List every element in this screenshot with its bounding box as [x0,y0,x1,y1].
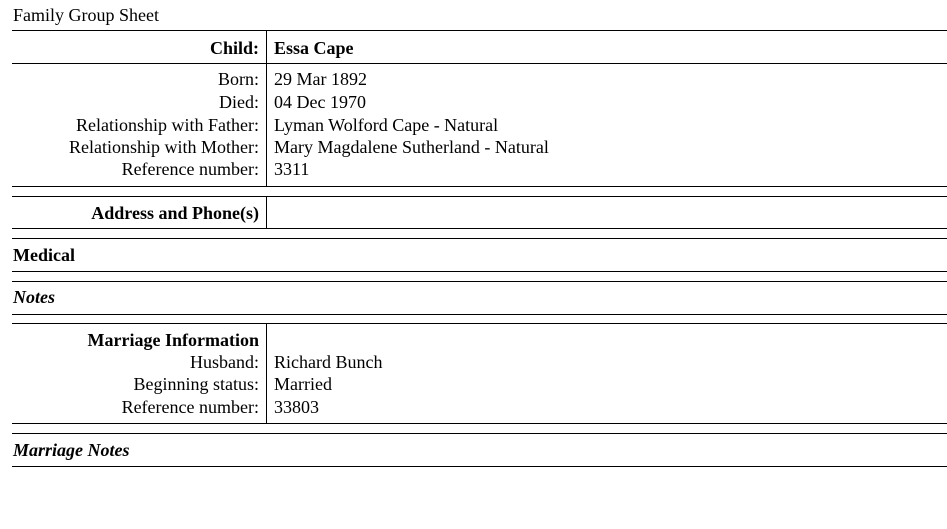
child-header-border [12,63,947,64]
address-top-border [12,196,947,197]
husband-label: Husband: [190,352,259,372]
husband-value: Richard Bunch [274,352,383,372]
marriage-top-border [12,323,947,324]
father-relationship-label: Relationship with Father: [76,115,259,135]
mother-relationship-value: Mary Magdalene Sutherland - Natural [274,137,549,157]
facts-bottom-border [12,186,947,187]
child-label: Child: [209,38,259,58]
beginning-status-label: Beginning status: [133,374,259,394]
marriage-notes-top-border [12,433,947,434]
died-label: Died: [219,92,259,112]
father-relationship-value: Lyman Wolford Cape - Natural [274,115,499,135]
marriage-column-divider [266,323,267,423]
born-label: Born: [217,69,259,89]
notes-bottom-border [12,314,947,315]
beginning-status-value: Married [274,374,332,394]
notes-heading: Notes [13,287,55,307]
medical-heading: Medical [13,245,75,265]
address-bottom-border [12,228,947,229]
marriage-heading: Marriage Information [87,330,259,350]
sheet-title: Family Group Sheet [13,5,159,25]
child-top-border [12,30,947,31]
child-reference-label: Reference number: [121,159,259,179]
medical-top-border [12,238,947,239]
facts-column-divider [266,63,267,186]
mother-relationship-label: Relationship with Mother: [69,137,259,157]
child-name: Essa Cape [274,38,354,58]
marriage-reference-value: 33803 [274,397,319,417]
died-value: 04 Dec 1970 [274,92,366,112]
marriage-notes-bottom-border [12,466,947,467]
born-value: 29 Mar 1892 [274,69,367,89]
medical-bottom-border [12,271,947,272]
address-label: Address and Phone(s) [91,203,259,223]
marriage-notes-heading: Marriage Notes [13,440,130,460]
child-column-divider [266,30,267,63]
notes-top-border [12,281,947,282]
marriage-reference-label: Reference number: [121,397,259,417]
marriage-bottom-border [12,423,947,424]
address-column-divider [266,196,267,228]
child-reference-value: 3311 [274,159,310,179]
